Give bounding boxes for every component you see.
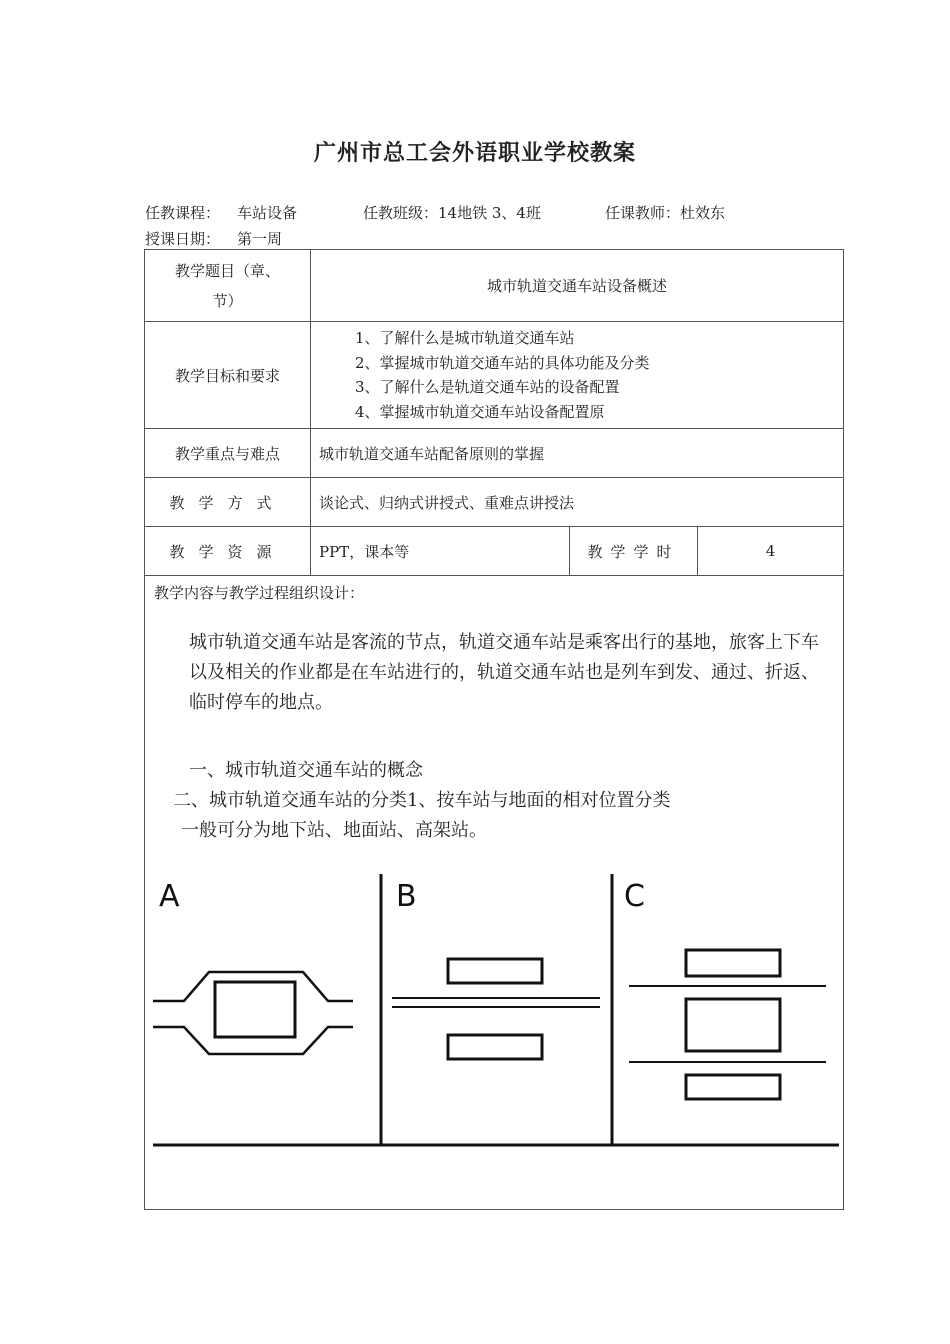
goal-item: 1、了解什么是城市轨道交通车站 bbox=[355, 329, 575, 347]
key-row bbox=[145, 429, 844, 478]
label-c: C bbox=[624, 879, 645, 914]
resource-label: 教学资源 bbox=[145, 527, 311, 576]
lesson-plan-table bbox=[144, 249, 844, 1210]
hours-value: 4 bbox=[698, 527, 844, 576]
goal-item: 3、了解什么是轨道交通车站的设备配置 bbox=[355, 378, 620, 396]
teacher-label: 任课教师：杜效东 bbox=[605, 204, 726, 222]
course-value: 车站设备 bbox=[237, 204, 298, 222]
content-label: 教学内容与教学过程组织设计： bbox=[154, 584, 365, 602]
topic-label bbox=[145, 250, 311, 322]
resource-value: PPT，课本等 bbox=[311, 527, 570, 576]
track-lower-a bbox=[153, 1027, 353, 1054]
method-label: 教学方式 bbox=[145, 478, 311, 527]
track-upper-a bbox=[153, 972, 353, 1001]
goals-list bbox=[311, 322, 844, 429]
content-line-1: 一、城市轨道交通车站的概念 bbox=[189, 760, 423, 781]
topic-label-line2: 节） bbox=[212, 291, 243, 310]
class-label: 任教班级：14地铁 3、4班 bbox=[363, 204, 541, 222]
key-value: 城市轨道交通车站配备原则的掌握 bbox=[311, 429, 844, 478]
station-box-c bbox=[686, 999, 780, 1051]
goals-row bbox=[145, 322, 844, 429]
content-line-2: 二、城市轨道交通车站的分类1、按车站与地面的相对位置分类 bbox=[173, 790, 671, 811]
date-value: 第一周 bbox=[237, 230, 283, 248]
topic-row bbox=[145, 250, 844, 322]
method-value: 谈论式、归纳式讲授式、重难点讲授法 bbox=[311, 478, 844, 527]
platform-box-b-bottom bbox=[448, 1035, 542, 1059]
topic-value: 城市轨道交通车站设备概述 bbox=[311, 250, 844, 322]
method-row bbox=[145, 478, 844, 527]
content-row bbox=[145, 576, 844, 1210]
hours-label: 教学学时 bbox=[570, 527, 698, 576]
content-cell bbox=[145, 576, 844, 1210]
label-a: A bbox=[159, 879, 180, 914]
resource-row bbox=[145, 527, 844, 576]
content-paragraph: 城市轨道交通车站是客流的节点，轨道交通车站是乘客出行的基地，旅客上下车以及相关的作业都是在车站进行的，轨道交通车站也是列车到发、通过、折返、临时停车的地点。 bbox=[189, 632, 819, 713]
document-title: 广州市总工会外语职业学校教案 bbox=[313, 140, 636, 166]
goals-label: 教学目标和要求 bbox=[145, 322, 311, 429]
station-box-a bbox=[215, 982, 295, 1037]
course-label: 任教课程： bbox=[145, 204, 221, 222]
goal-item: 2、掌握城市轨道交通车站的具体功能及分类 bbox=[355, 353, 650, 372]
platform-box-c-bottom bbox=[686, 1075, 780, 1099]
goal-item: 4、掌握城市轨道交通车站设备配置原 bbox=[355, 402, 605, 421]
platform-box-b-top bbox=[448, 959, 542, 983]
date-label: 授课日期： bbox=[145, 230, 221, 248]
platform-box-c-top bbox=[686, 950, 780, 976]
key-label: 教学重点与难点 bbox=[145, 429, 311, 478]
content-line-3: 一般可分为地下站、地面站、高架站。 bbox=[181, 820, 487, 841]
station-types-diagram bbox=[151, 872, 841, 1157]
topic-label-line1: 教学题目（章、 bbox=[174, 261, 280, 280]
label-b: B bbox=[396, 879, 417, 914]
